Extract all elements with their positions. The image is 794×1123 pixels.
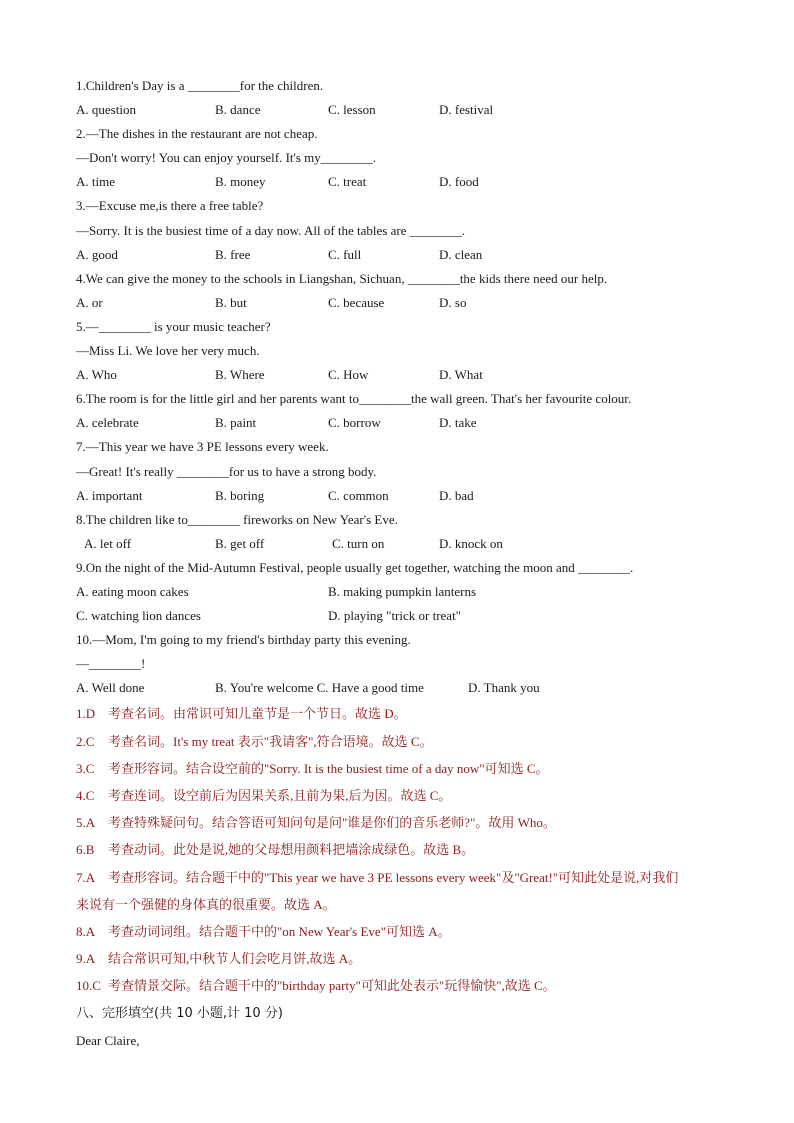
- answer-option[interactable]: D. What: [439, 367, 483, 383]
- answer-explanation: [76, 782, 736, 809]
- question-stem-line: —Don't worry! You can enjoy yourself. It's my________.: [76, 150, 377, 166]
- answer-text: 考查形容词。结合设空前的"Sorry. It is the busiest time of a day now"可知选 C。: [108, 760, 549, 776]
- question-stem-line: 9.On the night of the Mid-Autumn Festival, people usually get together, watching the moon and ________.: [76, 559, 634, 575]
- answer-number: 5.A: [76, 815, 96, 831]
- answer-option[interactable]: D. clean: [439, 246, 483, 262]
- question-stem-line: 4.We can give the money to the schools in Liangshan, Sichuan, ________the kids there need our help.: [76, 270, 608, 286]
- answer-option[interactable]: A. important: [76, 487, 143, 503]
- answer-option[interactable]: A. let off: [84, 535, 132, 551]
- answer-text: 考查名词。It's my treat 表示"我请客",符合语境。故选 C。: [108, 733, 433, 749]
- question-stem-line: 3.—Excuse me,is there a free table?: [76, 198, 264, 214]
- question-options: [76, 243, 736, 267]
- answer-explanation: [76, 972, 736, 999]
- answer-option[interactable]: C. lesson: [328, 102, 376, 118]
- question-stem-line: 6.The room is for the little girl and her parents want to________the wall green. That's her favourite colour.: [76, 391, 632, 407]
- question-item: [76, 387, 736, 435]
- question-options: [76, 532, 736, 556]
- answer-number: 6.B: [76, 842, 95, 858]
- question-item: [76, 315, 736, 387]
- section-title: 八、完形填空(共 10 小题,计 10 分): [76, 1005, 283, 1021]
- answer-text: 考查动词词组。结合题干中的"on New Year's Eve"可知选 A。: [108, 923, 451, 939]
- answer-option[interactable]: A. Well done: [76, 680, 145, 696]
- answer-option[interactable]: D. knock on: [439, 535, 503, 551]
- answer-explanation: [76, 945, 736, 972]
- question-options: [76, 411, 736, 435]
- question-options: [76, 363, 736, 387]
- answer-option[interactable]: B. money: [215, 174, 266, 190]
- answer-option[interactable]: D. bad: [439, 487, 474, 503]
- answer-option[interactable]: A. Who: [76, 367, 117, 383]
- worksheet-page: [76, 74, 736, 1054]
- answer-option[interactable]: B. dance: [215, 102, 261, 118]
- question-item: [76, 122, 736, 194]
- answer-option[interactable]: C. borrow: [328, 415, 381, 431]
- answer-option[interactable]: A. eating moon cakes: [76, 583, 189, 599]
- answer-option[interactable]: A. good: [76, 246, 118, 262]
- answer-text: 考查名词。由常识可知儿童节是一个节日。故选 D。: [108, 706, 407, 722]
- answer-number: 3.C: [76, 760, 95, 776]
- answer-number: 2.C: [76, 733, 95, 749]
- question-stem-line: —Miss Li. We love her very much.: [76, 343, 260, 359]
- question-list: [76, 74, 736, 700]
- question-item: [76, 194, 736, 266]
- answer-option[interactable]: B. boring: [215, 487, 265, 503]
- answer-option[interactable]: A. or: [76, 294, 103, 310]
- question-options: [76, 676, 736, 700]
- answer-option[interactable]: B. paint: [215, 415, 257, 431]
- answer-number: 9.A: [76, 951, 96, 967]
- answer-explanation: [76, 755, 736, 782]
- answer-explanation: [76, 809, 736, 836]
- answer-number: 4.C: [76, 788, 95, 803]
- answer-explanation: [76, 728, 736, 755]
- question-item: [76, 556, 736, 628]
- answer-explanation: [76, 864, 736, 891]
- question-stem-line: 5.—________ is your music teacher?: [76, 318, 271, 334]
- question-options: [76, 98, 736, 122]
- answer-text: 考查特殊疑问句。结合答语可知问句是问"谁是你们的音乐老师?"。故用 Who。: [108, 815, 556, 831]
- answer-option[interactable]: D. playing "trick or treat": [328, 608, 461, 624]
- answer-option[interactable]: C. watching lion dances: [76, 608, 201, 624]
- question-stem-line: 7.—This year we have 3 PE lessons every week.: [76, 439, 329, 455]
- answer-option[interactable]: B. making pumpkin lanterns: [328, 583, 477, 599]
- answer-text: 结合常识可知,中秋节人们会吃月饼,故选 A。: [108, 951, 362, 967]
- question-stem-line: —Sorry. It is the busiest time of a day now. All of the tables are ________.: [76, 222, 465, 238]
- answer-option[interactable]: B. get off: [215, 535, 265, 551]
- answer-option[interactable]: C. treat: [328, 174, 367, 190]
- answer-option[interactable]: D. festival: [439, 102, 494, 118]
- answer-option[interactable]: D. Thank you: [468, 680, 540, 696]
- answer-number: 7.A: [76, 869, 96, 885]
- answer-text: 考查形容词。结合题干中的"This year we have 3 PE lessons every week"及"Great!"可知此处是说,对我们: [108, 869, 679, 885]
- question-item: [76, 74, 736, 122]
- answer-explanation: [76, 918, 736, 945]
- answer-option[interactable]: B. but: [215, 294, 247, 310]
- answer-option[interactable]: C. turn on: [332, 535, 385, 551]
- answer-text: 考查连词。设空前后为因果关系,且前为果,后为因。故选 C。: [108, 788, 452, 803]
- question-stem-line: 8.The children like to________ fireworks on New Year's Eve.: [76, 511, 398, 527]
- answer-option[interactable]: A. question: [76, 102, 136, 118]
- answer-text: 考查动词。此处是说,她的父母想用颜料把墙涂成绿色。故选 B。: [108, 842, 475, 858]
- answer-option[interactable]: C. How: [328, 367, 369, 383]
- answer-option[interactable]: C. common: [328, 487, 389, 503]
- answer-text: 考查情景交际。结合题干中的"birthday party"可知此处表示"玩得愉快",故选 C。: [108, 978, 556, 994]
- answer-number: 8.A: [76, 923, 96, 939]
- question-options: [76, 484, 736, 508]
- answer-option[interactable]: B. You're welcome C. Have a good time: [215, 680, 424, 696]
- answer-option[interactable]: D. food: [439, 174, 479, 190]
- answer-option[interactable]: A. celebrate: [76, 415, 139, 431]
- answer-option[interactable]: C. full: [328, 246, 362, 262]
- question-item: [76, 267, 736, 315]
- answer-text-continued: 来说有一个强健的身体真的很重要。故选 A。: [76, 896, 336, 912]
- question-stem-line: 2.—The dishes in the restaurant are not cheap.: [76, 126, 318, 142]
- answer-explanation: [76, 700, 736, 727]
- answer-option[interactable]: C. because: [328, 294, 385, 310]
- answer-option[interactable]: B. free: [215, 246, 251, 262]
- question-options: [76, 170, 736, 194]
- answer-key: [76, 700, 736, 999]
- answer-option[interactable]: A. time: [76, 174, 115, 190]
- question-item: [76, 628, 736, 700]
- answer-option[interactable]: D. so: [439, 294, 467, 310]
- answer-option[interactable]: D. take: [439, 415, 477, 431]
- question-stem-line: —Great! It's really ________for us to have a strong body.: [76, 463, 377, 479]
- question-options: [76, 291, 736, 315]
- question-item: [76, 508, 736, 556]
- answer-explanation: [76, 836, 736, 863]
- question-stem-line: 10.—Mom, I'm going to my friend's birthday party this evening.: [76, 632, 411, 648]
- question-item: [76, 435, 736, 507]
- answer-number: 10.C: [76, 978, 101, 994]
- letter-greeting: Dear Claire,: [76, 1032, 140, 1048]
- answer-option[interactable]: B. Where: [215, 367, 265, 383]
- question-stem-line: 1.Children's Day is a ________for the children.: [76, 78, 324, 93]
- question-options: [76, 580, 736, 628]
- answer-number: 1.D: [76, 706, 96, 722]
- question-stem-line: —________!: [76, 656, 146, 672]
